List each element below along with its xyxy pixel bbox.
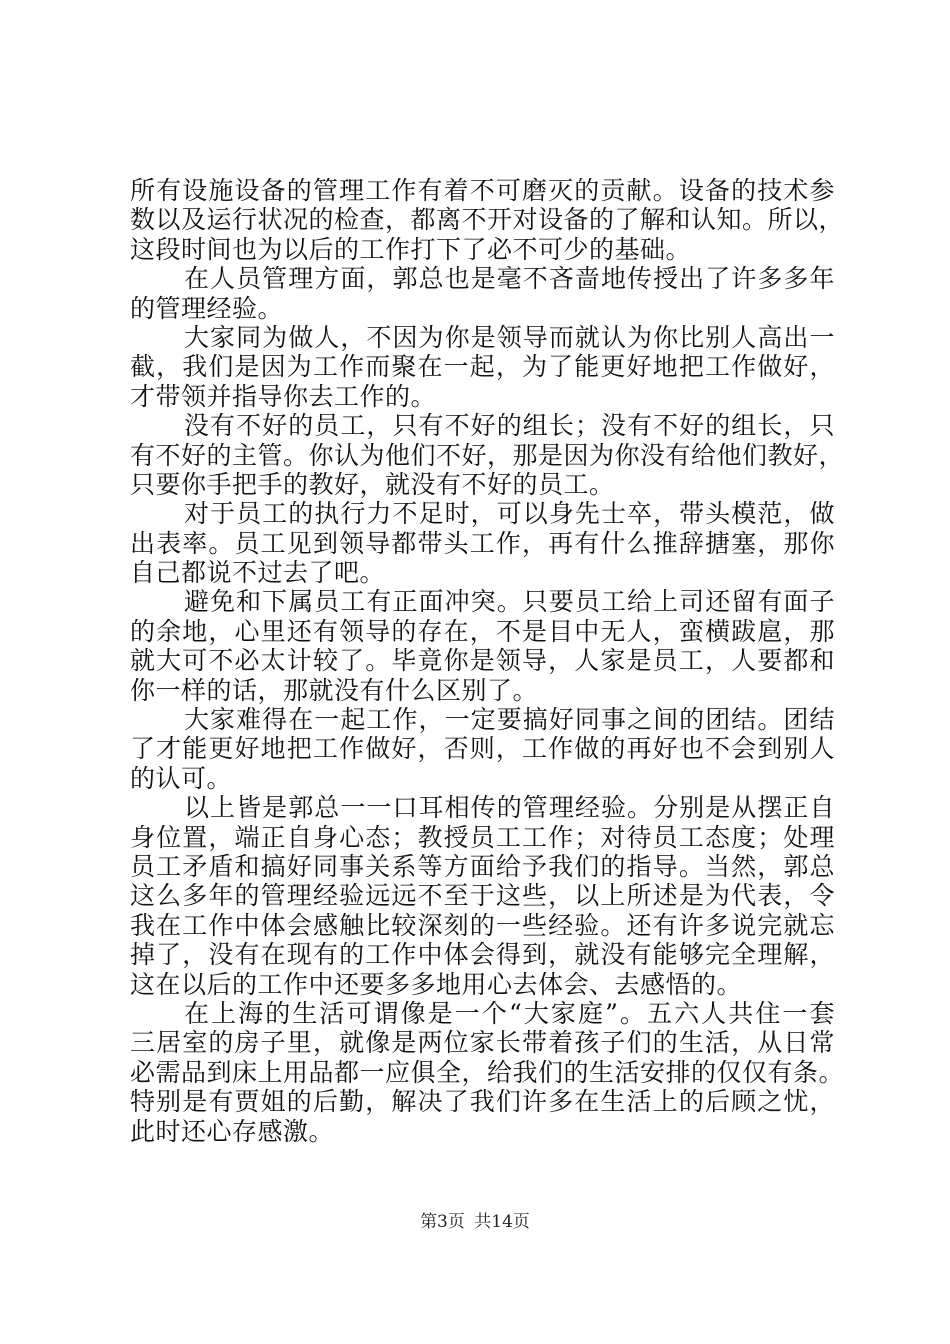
text-line: 大家难得在一起工作，一定要搞好同事之间的团结。团结	[184, 705, 835, 735]
text-line: 截，我们是因为工作而聚在一起，为了能更好地把工作做好，	[130, 352, 835, 382]
total-pages: 共14页	[474, 1212, 530, 1232]
text-line: 才带领并指导你去工作的。	[130, 381, 437, 411]
text-line: 的认可。	[130, 763, 233, 793]
text-line: 我在工作中体会感触比较深刻的一些经验。还有许多说完就忘	[130, 910, 835, 940]
text-line: 了才能更好地把工作做好，否则，工作做的再好也不会到别人	[130, 734, 835, 764]
text-line: 对于员工的执行力不足时，可以身先士卒，带头模范，做	[184, 499, 835, 529]
text-line: 你一样的话，那就没有什么区别了。	[130, 675, 539, 705]
text-line: 必需品到床上用品都一应俱全，给我们的生活安排的仅仅有条。	[130, 1057, 845, 1087]
text-line: 这段时间也为以后的工作打下了必不可少的基础。	[130, 234, 692, 264]
text-line: 大家同为做人，不因为你是领导而就认为你比别人高出一	[184, 322, 835, 352]
text-line: 自己都说不过去了吧。	[130, 558, 386, 588]
text-line: 以上皆是郭总一一口耳相传的管理经验。分别是从摆正自	[184, 793, 835, 823]
text-line: 员工矛盾和搞好同事关系等方面给予我们的指导。当然，郭总	[130, 851, 835, 881]
text-line: 数以及运行状况的检查，都离不开对设备的了解和认知。所以，	[130, 205, 845, 235]
text-line: 在上海的生活可谓像是一个“大家庭”。五六人共住一套	[184, 998, 835, 1028]
text-line: 此时还心存感激。	[130, 1116, 335, 1146]
text-line: 的管理经验。	[130, 293, 284, 323]
text-line: 所有设施设备的管理工作有着不可磨灭的贡献。设备的技术参	[130, 176, 835, 205]
text-line: 就大可不必太计较了。毕竟你是领导，人家是员工，人要都和	[130, 646, 835, 676]
page-footer	[0, 1212, 950, 1232]
text-line: 在人员管理方面，郭总也是毫不吝啬地传授出了许多多年	[184, 264, 835, 294]
text-line: 没有不好的员工，只有不好的组长；没有不好的组长，只	[184, 411, 835, 441]
text-line: 身位置，端正自身心态；教授员工工作；对待员工态度；处理	[130, 822, 835, 852]
page-number: 第3页	[420, 1212, 465, 1232]
document-body	[130, 176, 845, 1146]
text-line: 特别是有贾姐的后勤，解决了我们许多在生活上的后顾之忧，	[130, 1087, 835, 1117]
text-line: 这么多年的管理经验远远不至于这些，以上所述是为代表，令	[130, 881, 835, 911]
text-line: 掉了，没有在现有的工作中体会得到，就没有能够完全理解，	[130, 940, 835, 970]
text-line: 三居室的房子里，就像是两位家长带着孩子们的生活，从日常	[130, 1028, 835, 1058]
text-line: 的余地，心里还有领导的存在，不是目中无人，蛮横跋扈，那	[130, 616, 835, 646]
text-line: 这在以后的工作中还要多多地用心去体会、去感悟的。	[130, 969, 743, 999]
text-line: 出表率。员工见到领导都带头工作，再有什么推辞搪塞，那你	[130, 528, 835, 558]
text-line: 只要你手把手的教好，就没有不好的员工。	[130, 469, 615, 499]
text-line: 有不好的主管。你认为他们不好，那是因为你没有给他们教好，	[130, 440, 845, 470]
text-line: 避免和下属员工有正面冲突。只要员工给上司还留有面子	[184, 587, 835, 617]
